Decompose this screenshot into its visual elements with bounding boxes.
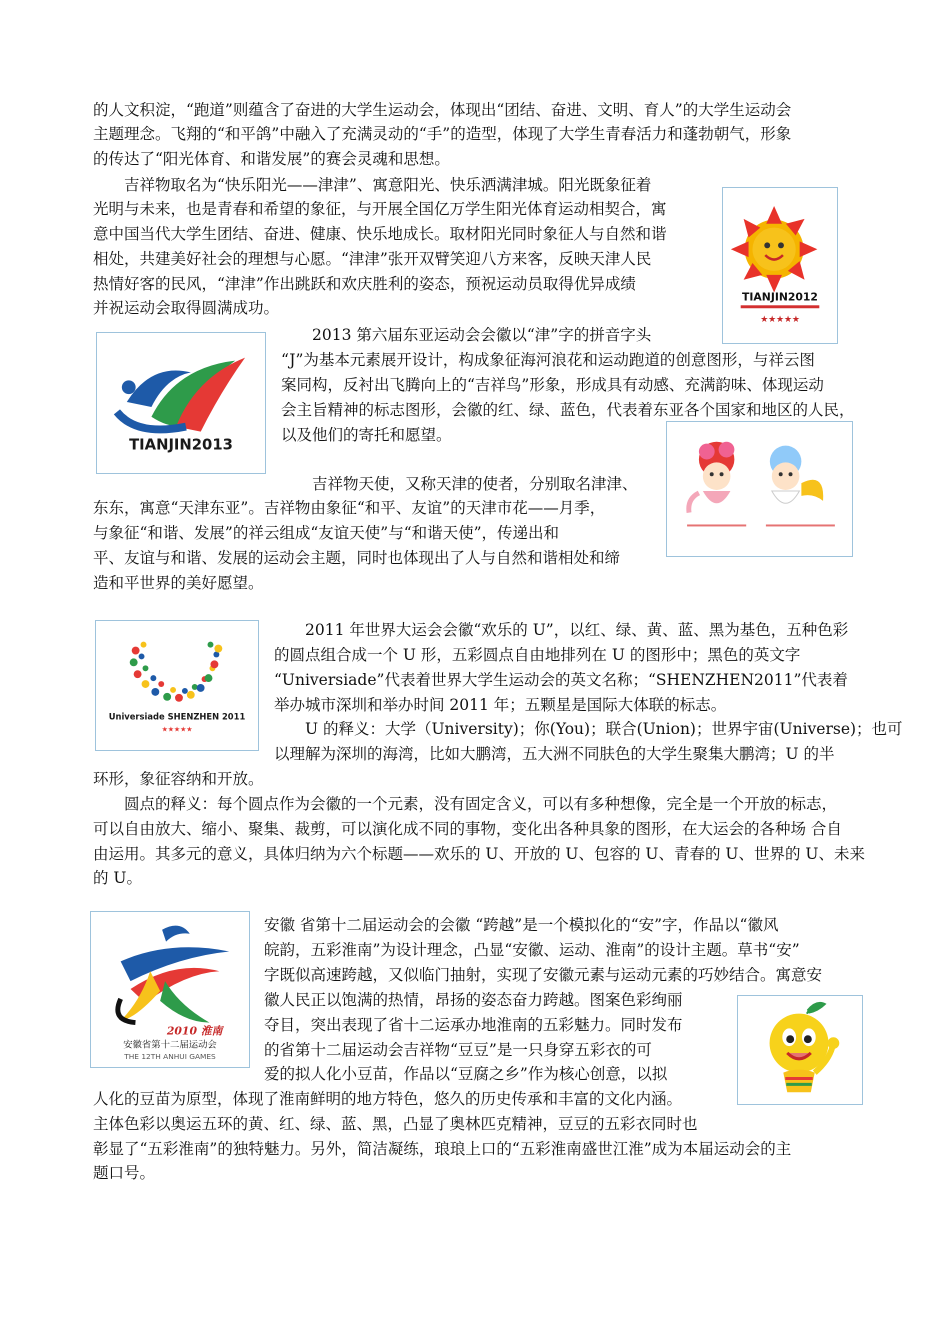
shenzhen-2011-logo-image: [95, 620, 259, 751]
tianjin-2013-logo-image: [96, 332, 266, 474]
text-line: 夺目，突出表现了省十二运承办地淮南的五彩魅力。同时发布: [264, 1016, 683, 1034]
text-line: 平、友谊与和谐、发展的运动会主题，同时也体现出了人与自然和谐相处和缔: [93, 549, 621, 567]
text-line: 主题理念。飞翔的“和平鸽”中融入了充满灵动的“手”的造型，体现了大学生青春活力和蓬勃朝气，形象: [93, 125, 792, 143]
svg-text:★★★★★: ★★★★★: [161, 725, 193, 734]
text-line: “J”为基本元素展开设计，构成象征海河浪花和运动跑道的创意图形，与祥云图: [281, 351, 815, 369]
text-line: 的 U。: [93, 869, 142, 887]
text-line: 以理解为深圳的海湾，比如大鹏湾，五大洲不同肤色的大学生聚集大鹏湾；U 的半: [274, 745, 835, 763]
text-line: 由运用。其多元的意义，具体归纳为六个标题——欢乐的 U、开放的 U、包容的 U、青春的 U、世界的 U、未来: [93, 845, 865, 863]
text-line: 的人文积淀，“跑道”则蕴含了奋进的大学生运动会，体现出“团结、奋进、文明、育人”的大学生运动会: [93, 101, 792, 119]
text-line: 吉祥物取名为“快乐阳光——津津”、寓意阳光、快乐洒满津城。阳光既象征着: [124, 176, 652, 194]
text-line: 的省第十二届运动会吉祥物“豆豆”是一只身穿五彩衣的可: [264, 1041, 652, 1059]
text-line: 以及他们的寄托和愿望。: [281, 426, 452, 444]
text-line: 相处，共建美好社会的理想与心愿。“津津”张开双臂笑迎八方来客，反映天津人民: [93, 250, 652, 268]
text-line: 并祝运动会取得圆满成功。: [93, 299, 280, 317]
text-line: 环形，象征容纳和开放。: [93, 770, 264, 788]
text-line: 的圆点组合成一个 U 形，五彩圆点自由地排列在 U 的图形中；黑色的英文字: [274, 646, 801, 664]
dotted-u-emblem-icon: [96, 621, 258, 750]
sun-mascot-icon: [723, 188, 837, 343]
logo-text: TIANJIN2012: [742, 290, 818, 304]
text-line: 字既似高速跨越，又似临门抽射，实现了安徽元素与运动元素的巧妙结合。寓意安: [264, 966, 823, 984]
text-line: 徽人民正以饱满的热情，昂扬的姿态奋力跨越。图案色彩绚丽: [264, 991, 683, 1009]
text-line: 安徽 省第十二届运动会的会徽 “跨越”是一个模拟化的“安”字，作品以“徽风: [264, 916, 779, 934]
text-line: 主体色彩以奥运五环的黄、红、绿、蓝、黑，凸显了奥林匹克精神，豆豆的五彩衣同时也: [93, 1115, 698, 1133]
text-line: 东东，寓意“天津东亚”。吉祥物由象征“和平、友谊”的天津市花——月季，: [93, 499, 606, 517]
logo-text-cn: 安徽省第十二届运动会: [123, 1039, 217, 1051]
text-line: “Universiade”代表着世界大学生运动会的英文名称；“SHENZHEN2011”代表着: [274, 671, 848, 689]
text-line: 光明与未来，也是青春和希望的象征，与开展全国亿万学生阳光体育运动相契合，寓: [93, 200, 667, 218]
swoosh-j-emblem-icon: [97, 333, 265, 473]
text-line: 案同构，反衬出飞腾向上的“吉祥鸟”形象，形成具有动感、充满韵味、体现运动: [281, 376, 824, 394]
text-line: 题口号。: [93, 1164, 156, 1182]
svg-text:2010 淮南: 2010 淮南: [166, 1024, 223, 1038]
text-line: 可以自由放大、缩小、聚集、裁剪，可以演化成不同的事物，变化出各种具象的图形，在大运会的各种场 合自: [93, 820, 842, 838]
text-line: 的传达了“阳光体育、和谐发展”的赛会灵魂和思想。: [93, 150, 450, 168]
anhui-games-logo-image: [90, 911, 250, 1068]
cursive-an-emblem-icon: [91, 912, 249, 1067]
text-line: 爱的拟人化小豆苗，作品以“豆腐之乡”作为核心创意，以拟: [264, 1065, 668, 1083]
tianjin-2012-logo-image: [722, 187, 838, 344]
text-line: 人化的豆苗为原型，体现了淮南鲜明的地方特色，悠久的历史传承和丰富的文化内涵。: [93, 1090, 683, 1108]
text-line: 2013 第六届东亚运动会会徽以“津”字的拼音字头: [312, 326, 652, 344]
text-line: 圆点的释义：每个圆点作为会徽的一个元素，没有固定含义，可以有多种想像，完全是一个开放的标志，: [124, 795, 838, 813]
twin-angel-mascots-icon: [667, 422, 852, 556]
text-line: 2011 年世界大运会会徽“欢乐的 U”，以红、绿、黄、蓝、黑为基色，五种色彩: [305, 621, 849, 639]
logo-text-en: THE 12TH ANHUI GAMES: [124, 1052, 216, 1062]
text-line: 举办城市深圳和举办时间 2011 年；五颗星是国际大体联的标志。: [274, 696, 727, 714]
text-line: 热情好客的民风，“津津”作出跳跃和欢庆胜利的姿态，预祝运动员取得优异成绩: [93, 275, 636, 293]
east-asian-games-mascots-image: [666, 421, 853, 557]
doudou-mascot-image: [737, 995, 863, 1105]
text-line: 吉祥物天使，又称天津的使者，分别取名津津、: [312, 475, 638, 493]
logo-text: Universiade SHENZHEN 2011: [108, 711, 246, 722]
text-line: 彰显了“五彩淮南”的独特魅力。另外，简洁凝练，琅琅上口的“五彩淮南盛世江淮”成为本届运动会的主: [93, 1140, 792, 1158]
bean-sprout-mascot-icon: [738, 996, 862, 1104]
logo-text: TIANJIN2013: [129, 436, 233, 454]
text-line: 意中国当代大学生团结、奋进、健康、快乐地成长。取材阳光同时象征人与自然和谐: [93, 225, 667, 243]
text-line: 与象征“和谐、发展”的祥云组成“友谊天使”与“和谐天使”，传递出和: [93, 524, 560, 542]
text-line: U 的释义：大学（University)；你(You)；联合(Union)；世界宇宙(Universe)；也可: [305, 720, 903, 738]
svg-text:★★★★★: ★★★★★: [760, 315, 800, 326]
text-line: 造和平世界的美好愿望。: [93, 574, 264, 592]
text-line: 皖韵，五彩淮南”为设计理念，凸显“安徽、运动、淮南”的设计主题。草书“安”: [264, 941, 800, 959]
text-line: 会主旨精神的标志图形，会徽的红、绿、蓝色，代表着东亚各个国家和地区的人民，: [281, 401, 855, 419]
